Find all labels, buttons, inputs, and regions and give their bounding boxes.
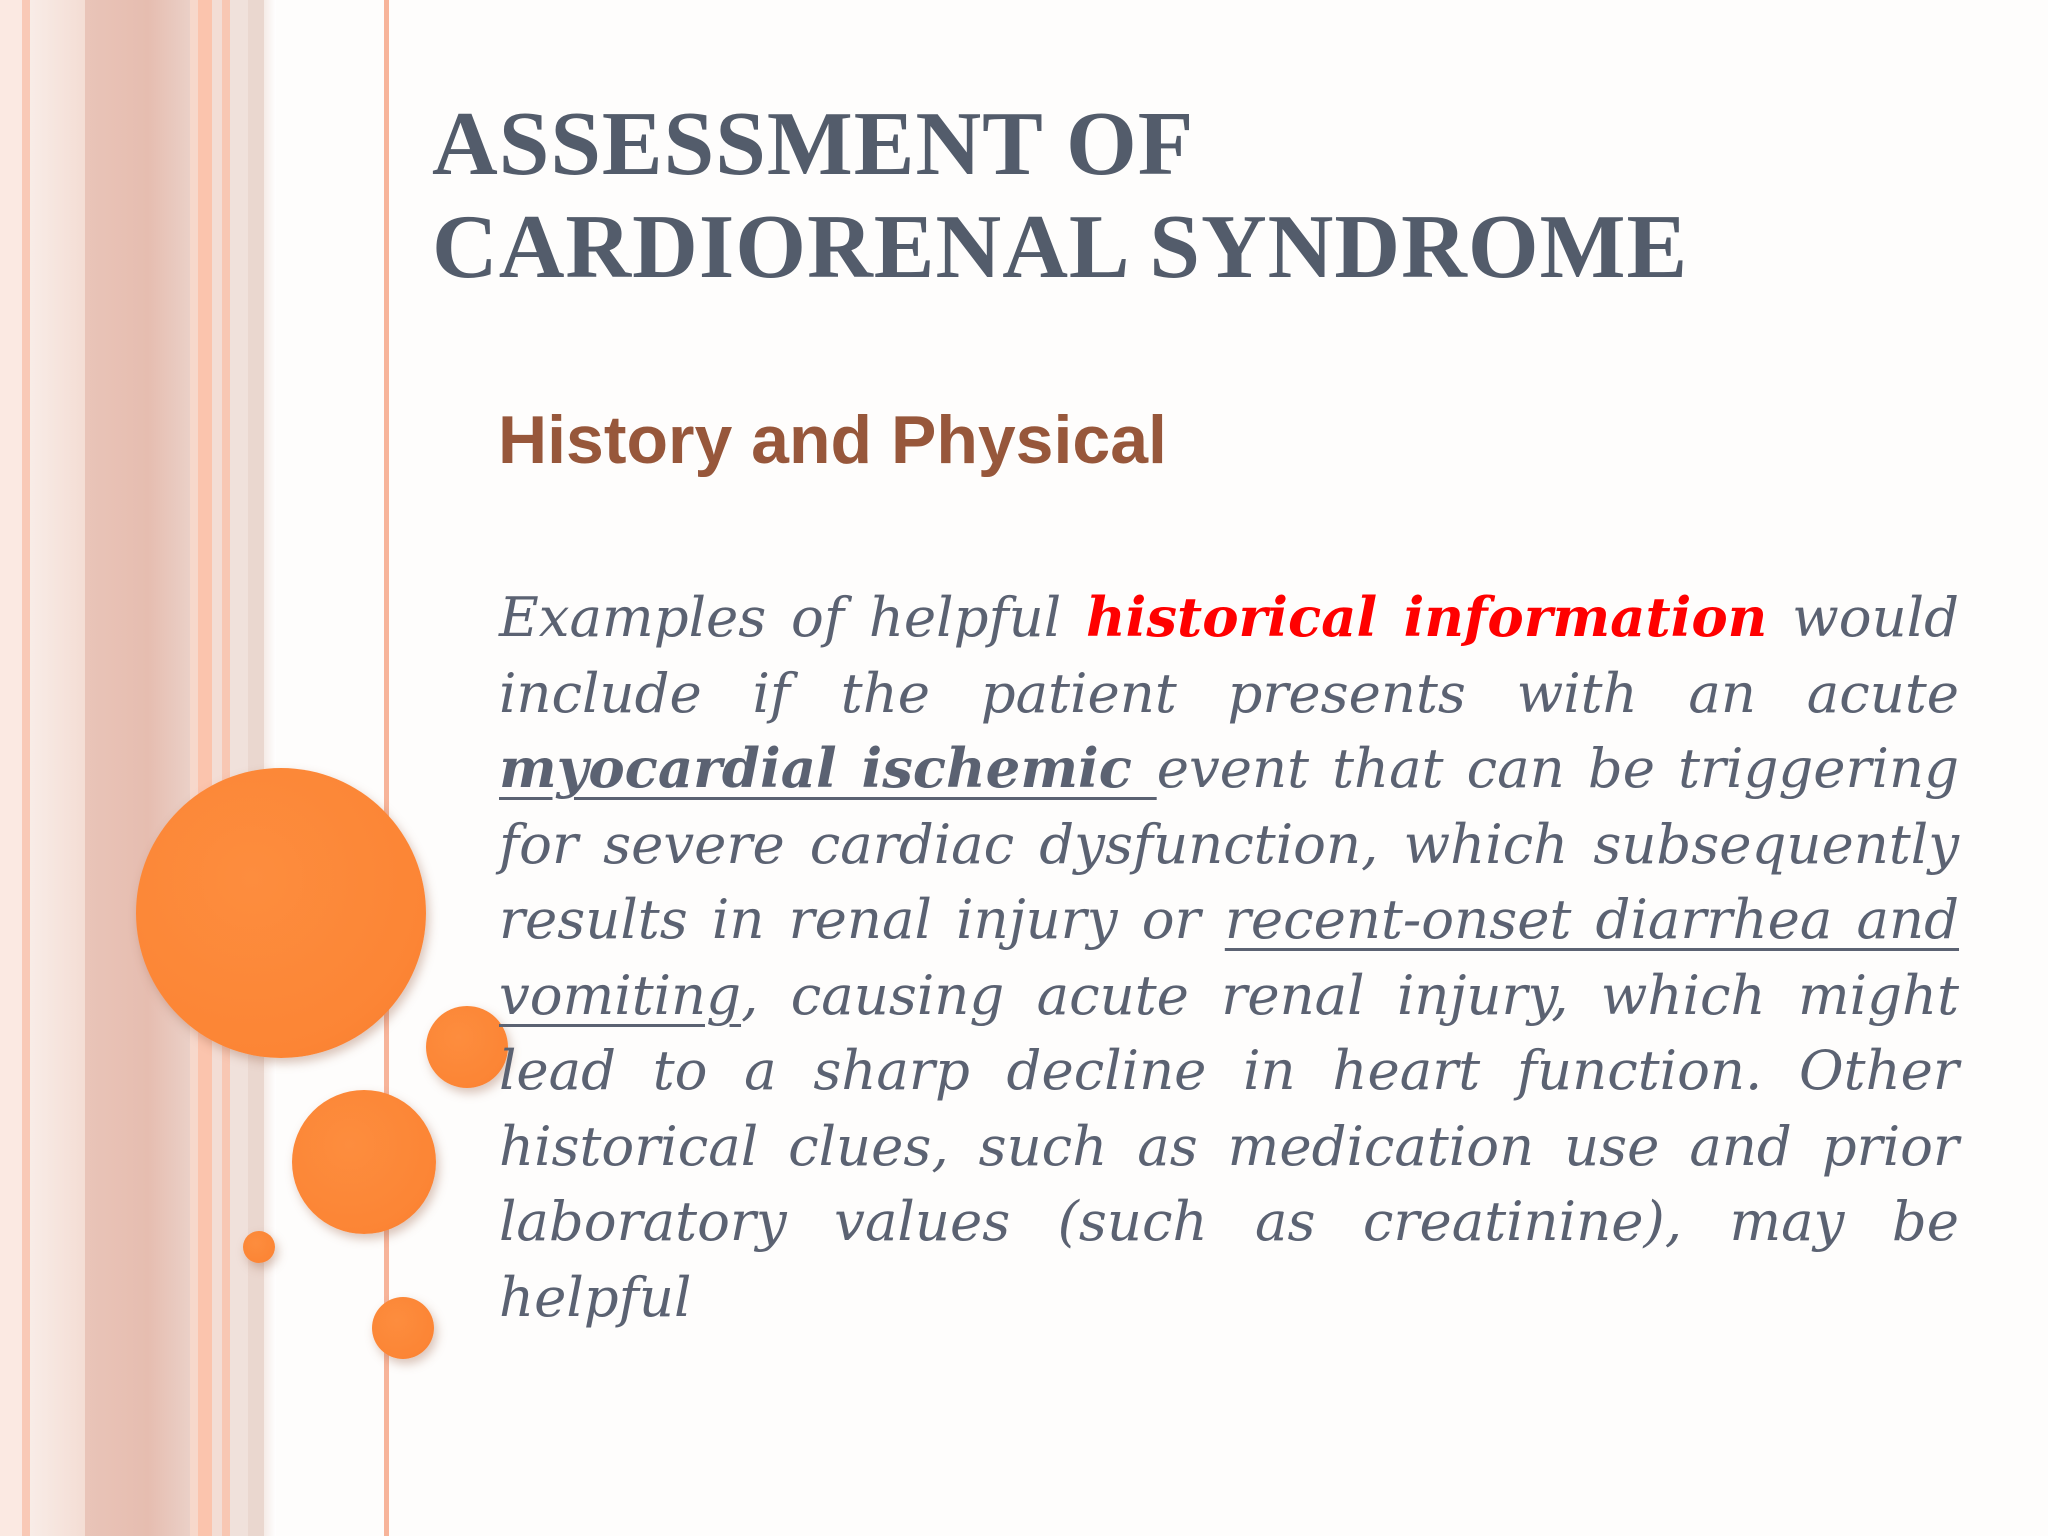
stripe bbox=[198, 0, 212, 1536]
tiny-orange-circle bbox=[243, 1231, 275, 1263]
stripe bbox=[0, 0, 22, 1536]
highlighted-term: historical information bbox=[1086, 585, 1768, 649]
body-text: event that can be triggering for severe cardiac dysfunction, which subsequently results in renal injury or bbox=[499, 736, 1959, 951]
title-line: ASSESSMENT OF bbox=[432, 93, 1195, 194]
stripe bbox=[248, 0, 264, 1536]
large-orange-circle bbox=[136, 768, 426, 1058]
underlined-term: recent-onset diarrhea and vomiting bbox=[499, 887, 1960, 1027]
slide-subtitle: History and Physical bbox=[498, 402, 1167, 478]
body-paragraph bbox=[499, 580, 1959, 1335]
medium-orange-circle bbox=[292, 1090, 436, 1234]
title-line: CARDIORENAL SYNDROME bbox=[432, 196, 1689, 297]
stripe bbox=[85, 0, 190, 1536]
stripe bbox=[30, 0, 85, 1536]
body-text: , causing acute renal injury, which might lead to a sharp decline in heart function. Other historical clues, such as medication use and prior laboratory values (such as creatinine), may be helpful bbox=[499, 962, 1959, 1329]
body-text: would include if the patient presents with an acute bbox=[499, 585, 1959, 725]
stripe bbox=[222, 0, 230, 1536]
small-orange-circle bbox=[426, 1006, 508, 1088]
slide-title bbox=[432, 92, 1992, 298]
stripe bbox=[230, 0, 248, 1536]
body-text: Examples of helpful bbox=[499, 585, 1087, 649]
stripe bbox=[212, 0, 222, 1536]
emphasized-term: myocardial ischemic bbox=[499, 736, 1157, 800]
small-orange-circle bbox=[372, 1297, 434, 1359]
stripe bbox=[22, 0, 30, 1536]
stripe bbox=[190, 0, 198, 1536]
